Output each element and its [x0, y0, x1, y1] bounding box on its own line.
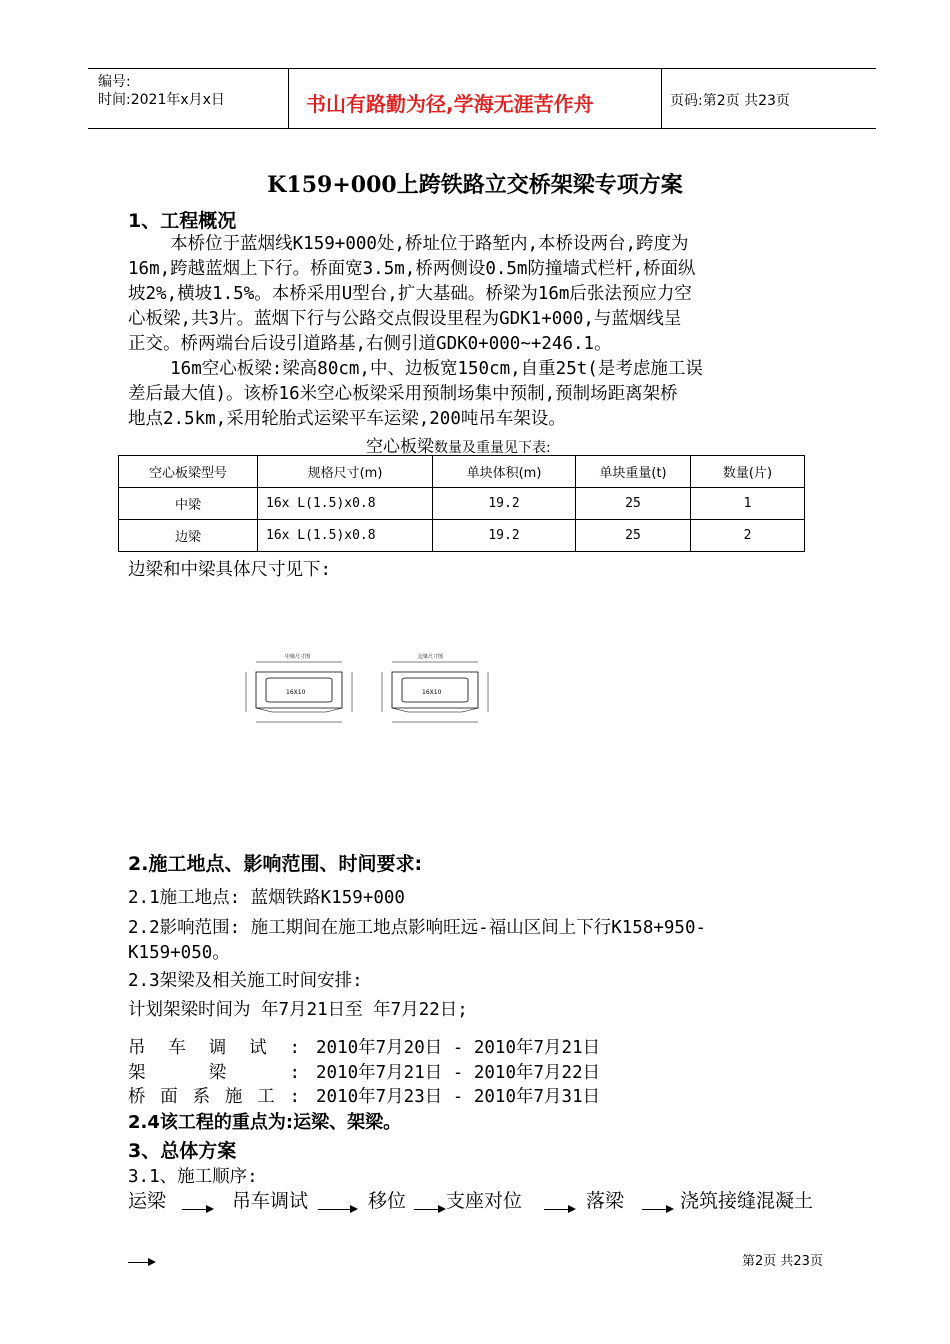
para-line: 地点2.5km,采用轮胎式运梁平车运梁,200吨吊车架设。 — [128, 409, 566, 429]
header-top-rule — [88, 68, 876, 69]
section1-para2 — [128, 357, 840, 432]
schedule-label: 架梁: — [128, 1063, 300, 1083]
para-line: 正交。桥两端台后设引道路基,右侧引道GDK0+000~+246.1。 — [128, 334, 612, 354]
line-2-2-cont: K159+050。 — [128, 943, 230, 963]
header-divider — [288, 68, 289, 129]
side-beam-section-drawing — [368, 650, 498, 732]
table-header-cell: 数量(片) — [691, 456, 805, 488]
flow-step: 落梁 — [586, 1190, 625, 1212]
drawing-title: 边梁尺寸图 — [418, 654, 444, 660]
flow-arrow-icon — [544, 1209, 574, 1210]
schedule-label: 吊车调试: — [128, 1038, 300, 1058]
table-cell: 25 — [576, 520, 691, 552]
table-header-row — [119, 456, 805, 488]
schedule-value: 2010年7月23日 - 2010年7月31日 — [316, 1087, 601, 1107]
plan-line: 计划架梁时间为 年7月21日至 年7月22日; — [128, 1000, 468, 1020]
para-line: 差后最大值)。该桥16米空心板梁采用预制场集中预制,预制场距离架桥 — [128, 384, 678, 404]
flow-step: 浇筑接缝混凝土 — [680, 1190, 814, 1212]
line-2-2: 2.2影响范围: 施工期间在施工地点影响旺远-福山区间上下行K158+950- — [128, 918, 707, 938]
schedule-label: 桥面系施工: — [128, 1087, 300, 1107]
para-line: 16m,跨越蓝烟上下行。桥面宽3.5m,桥两侧设0.5m防撞墙式栏杆,桥面纵 — [128, 259, 696, 279]
header-page-label: 页码:第2页 共23页 — [670, 93, 790, 109]
dimensions-note: 边梁和中梁具体尺寸见下: — [128, 560, 332, 580]
header-bottom-rule — [88, 128, 876, 129]
table-cell: 1 — [691, 488, 805, 520]
key-points: 2.4该工程的重点为:运梁、架梁。 — [128, 1112, 402, 1133]
table-caption-sub: 数量及重量见下表: — [434, 440, 551, 456]
para-line: 心板梁,共3片。蓝烟下行与公路交点假设里程为GDK1+000,与蓝烟线呈 — [128, 309, 682, 329]
line-2-3: 2.3架梁及相关施工时间安排: — [128, 971, 363, 991]
beam-spec-table — [118, 455, 805, 552]
flow-arrow-icon — [128, 1262, 154, 1263]
schedule-row — [128, 1034, 600, 1059]
schedule-value: 2010年7月20日 - 2010年7月21日 — [316, 1038, 601, 1058]
table-header-cell: 单块重量(t) — [576, 456, 691, 488]
table-cell: 2 — [691, 520, 805, 552]
flow-step: 移位 — [368, 1190, 407, 1212]
flow-step: 运梁 — [128, 1190, 167, 1212]
flow-arrow-icon — [414, 1209, 444, 1210]
drawing-label: 16X10 — [286, 689, 306, 696]
section1-para1 — [128, 232, 840, 357]
table-cell: 边梁 — [119, 520, 258, 552]
table-header-cell: 单块体积(m) — [433, 456, 576, 488]
sub-3-1: 3.1、施工顺序: — [128, 1167, 258, 1187]
table-cell: 16x L(1.5)x0.8 — [258, 520, 433, 552]
header-motto: 书山有路勤为径,学海无涯苦作舟 — [306, 92, 594, 116]
mid-beam-section-drawing — [232, 650, 362, 732]
table-cell: 19.2 — [433, 488, 576, 520]
flow-step: 支座对位 — [446, 1190, 523, 1212]
table-cell: 25 — [576, 488, 691, 520]
section2-heading: 2.施工地点、影响范围、时间要求: — [128, 853, 423, 875]
table-header-cell: 规格尺寸(m) — [258, 456, 433, 488]
table-cell: 16x L(1.5)x0.8 — [258, 488, 433, 520]
table-cell: 中梁 — [119, 488, 258, 520]
table-cell: 19.2 — [433, 520, 576, 552]
header-number-label: 编号: — [98, 74, 131, 90]
header-time-label: 时间:2021年x月x日 — [98, 92, 225, 108]
section3-heading: 3、总体方案 — [128, 1140, 237, 1162]
table-caption — [366, 432, 551, 457]
schedule-row — [128, 1083, 600, 1108]
para-line: 坡2%,横坡1.5%。本桥采用U型台,扩大基础。桥梁为16m后张法预应力空 — [128, 284, 692, 304]
flow-arrow-icon — [318, 1209, 356, 1210]
para-line: 16m空心板梁:梁高80cm,中、边板宽150cm,自重25t(是考虑施工误 — [128, 359, 703, 379]
flow-step: 吊车调试 — [232, 1190, 309, 1212]
drawing-title: 中梁尺寸图 — [285, 654, 311, 660]
document-title: K159+000上跨铁路立交桥架梁专项方案 — [267, 172, 683, 198]
footer-page: 第2页 共23页 — [742, 1254, 823, 1269]
flow-arrow-icon — [642, 1209, 672, 1210]
flow-arrow-icon — [182, 1209, 212, 1210]
para-line: 本桥位于蓝烟线K159+000处,桥址位于路堑内,本桥设两台,跨度为 — [128, 234, 689, 254]
table-row — [119, 520, 805, 552]
table-row — [119, 488, 805, 520]
header-divider — [661, 68, 662, 129]
table-header-cell: 空心板梁型号 — [119, 456, 258, 488]
drawing-label: 16X10 — [422, 689, 442, 696]
schedule-row — [128, 1059, 600, 1084]
line-2-1: 2.1施工地点: 蓝烟铁路K159+000 — [128, 888, 405, 908]
table-caption-main: 空心板梁 — [366, 437, 434, 457]
section1-heading: 1、工程概况 — [128, 210, 237, 232]
schedule-value: 2010年7月21日 - 2010年7月22日 — [316, 1063, 601, 1083]
